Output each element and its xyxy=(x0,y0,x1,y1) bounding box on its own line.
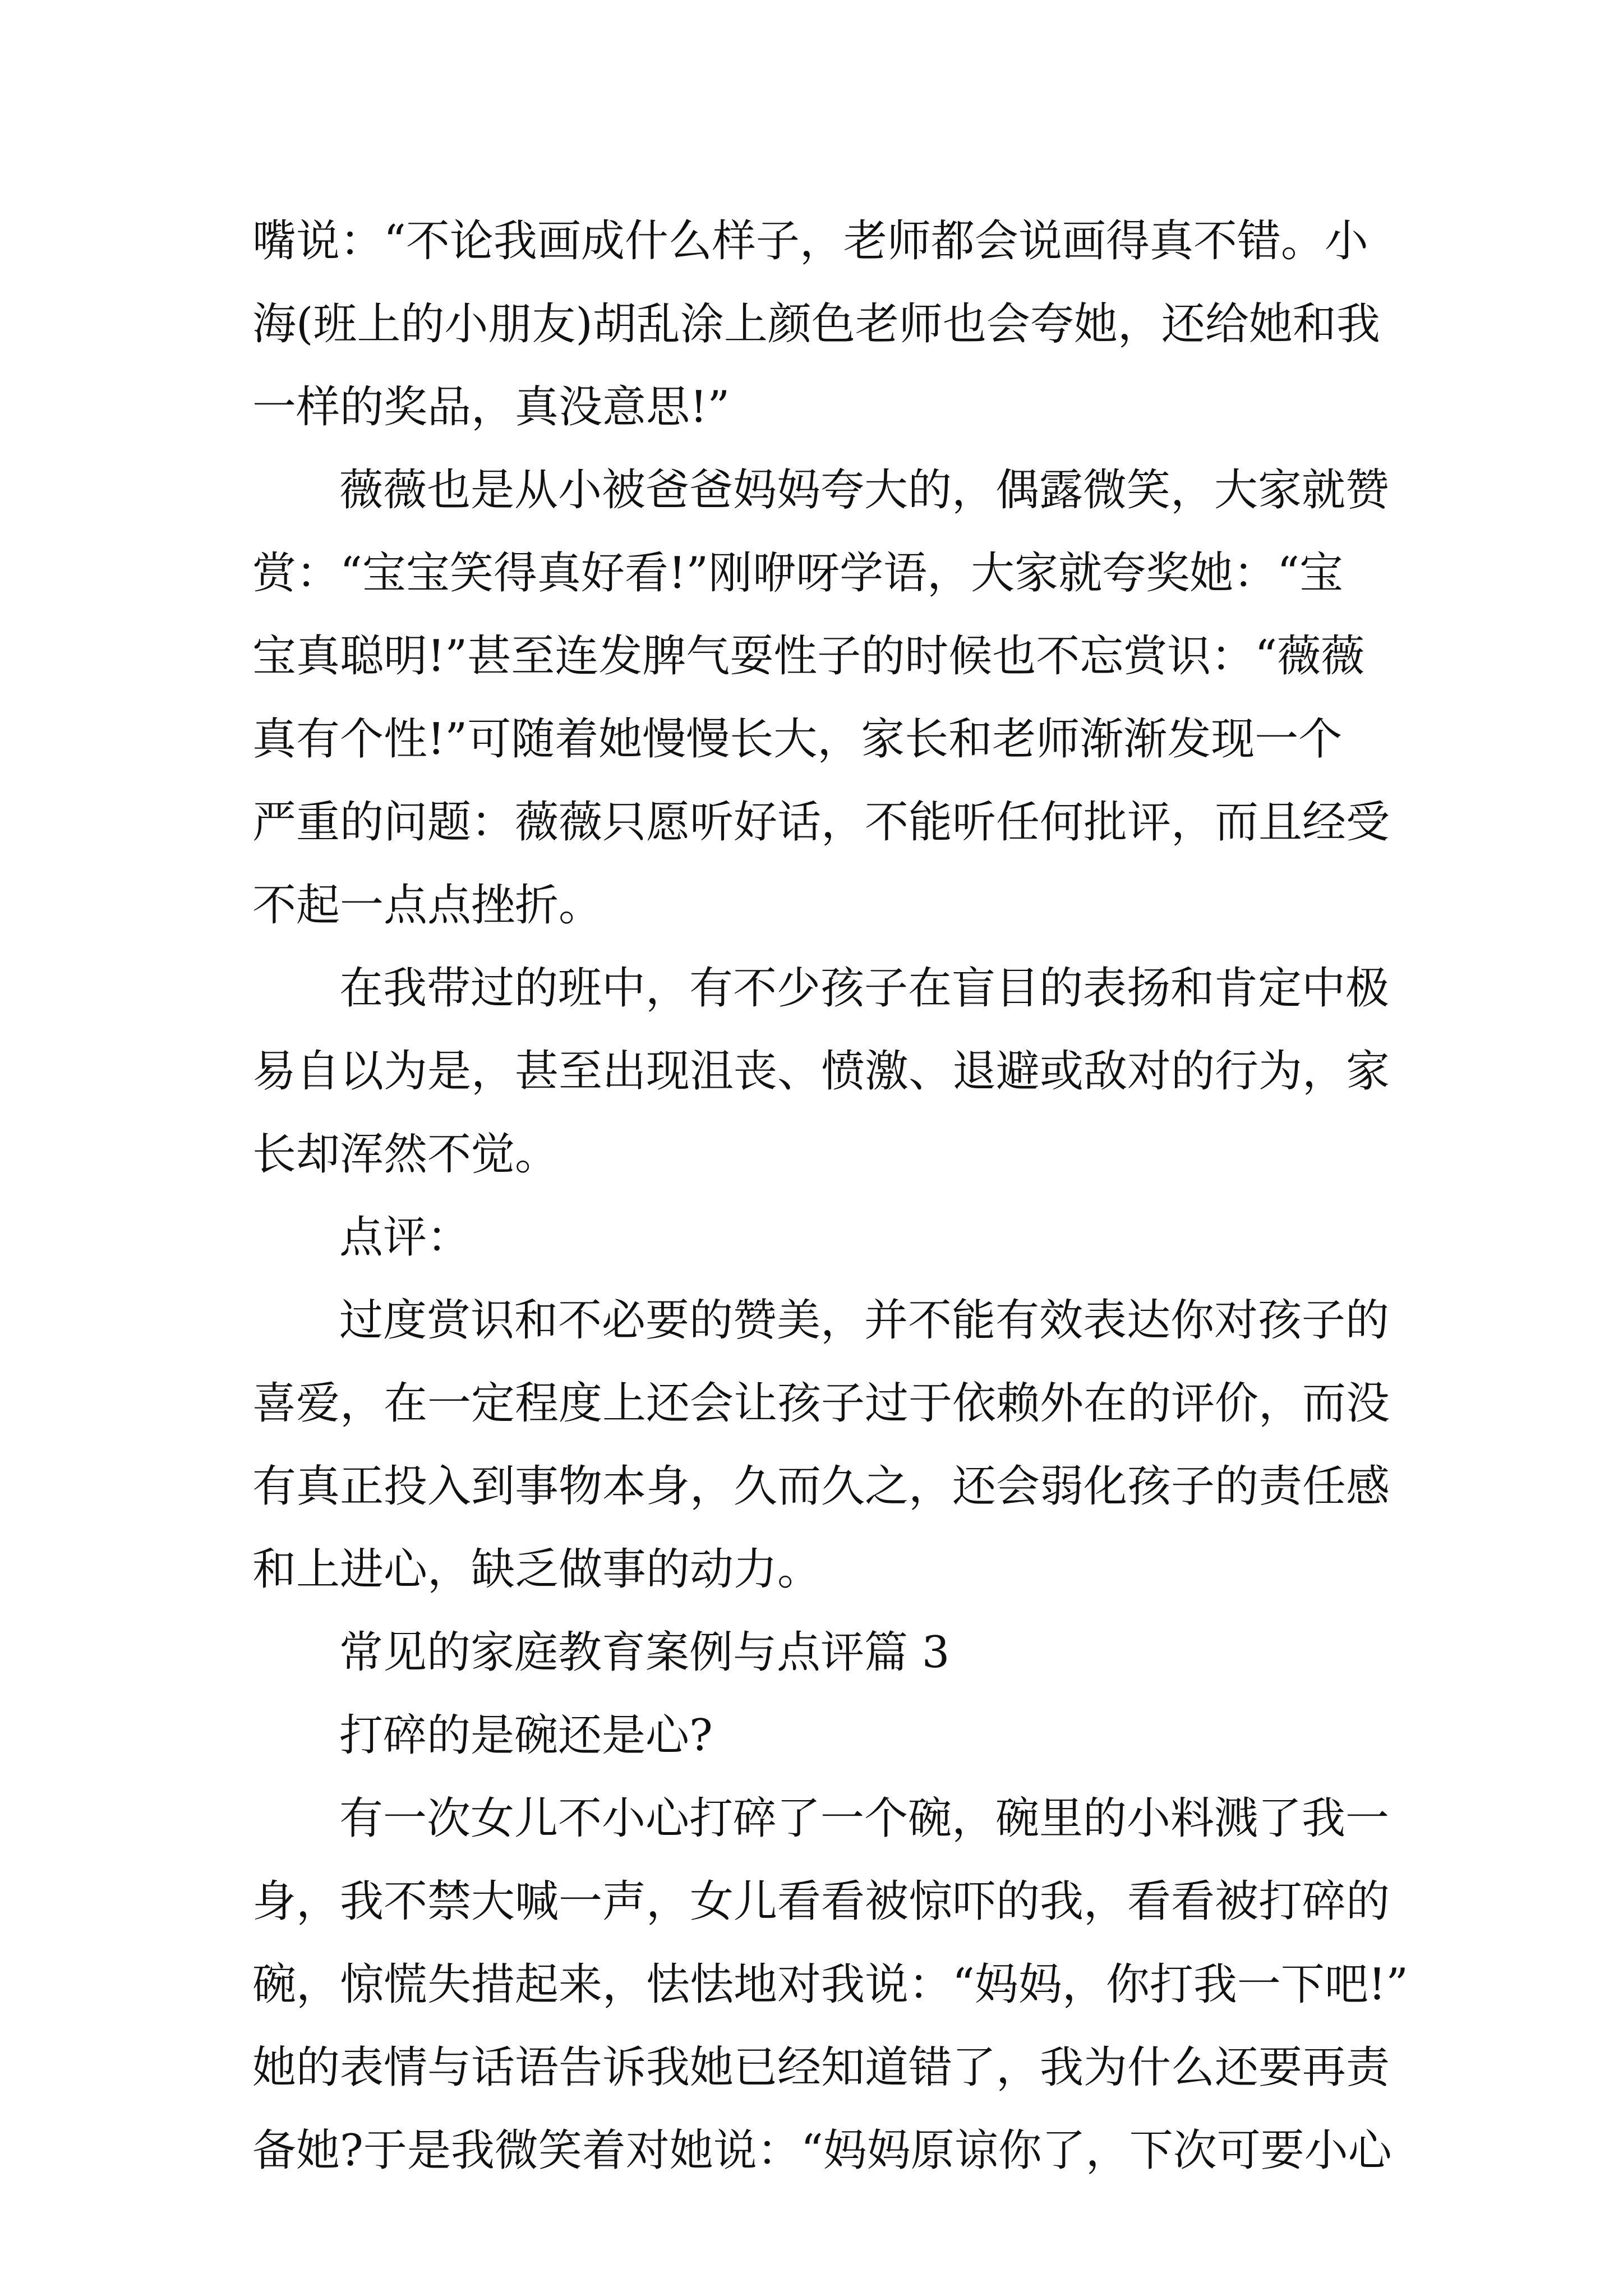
text-line: 有真正投入到事物本身，久而久之，还会弱化孩子的责任感 xyxy=(252,1461,1390,1512)
text-line: 长却浑然不觉。 xyxy=(252,1129,559,1180)
text-line: 点评： xyxy=(339,1212,471,1263)
text-line: 身，我不禁大喊一声，女儿看看被惊吓的我，看看被打碎的 xyxy=(252,1876,1390,1927)
section-subheading: 打碎的是碗还是心? xyxy=(339,1710,713,1761)
text-line: 和上进心，缺乏做事的动力。 xyxy=(252,1544,822,1595)
text-line: 赏：“宝宝笑得真好看!”刚咿呀学语，大家就夸奖她：“宝 xyxy=(252,548,1343,599)
text-line: 严重的问题：薇薇只愿听好话，不能听任何批评，而且经受 xyxy=(252,797,1390,848)
text-line: 碗，惊慌失措起来，怯怯地对我说：“妈妈，你打我一下吧!” xyxy=(252,1959,1409,2010)
text-line: 不起一点点挫折。 xyxy=(252,880,603,931)
text-line: 易自以为是，甚至出现沮丧、愤激、退避或敌对的行为，家 xyxy=(252,1046,1390,1097)
text-line: 宝真聪明!”甚至连发脾气耍性子的时候也不忘赏识：“薇薇 xyxy=(252,631,1365,682)
text-line: 薇薇也是从小被爸爸妈妈夸大的，偶露微笑，大家就赞 xyxy=(339,465,1390,516)
text-line: 她的表情与话语告诉我她已经知道错了，我为什么还要再责 xyxy=(252,2042,1390,2093)
text-line: 一样的奖品，真没意思!” xyxy=(252,382,730,432)
text-line: 喜爱，在一定程度上还会让孩子过于依赖外在的评价，而没 xyxy=(252,1378,1390,1429)
text-line: 在我带过的班中，有不少孩子在盲目的表扬和肯定中极 xyxy=(339,963,1390,1014)
text-line: 过度赏识和不必要的赞美，并不能有效表达你对孩子的 xyxy=(339,1295,1390,1346)
text-line: 嘴说：“不论我画成什么样子，老师都会说画得真不错。小 xyxy=(252,216,1368,266)
text-line: 有一次女儿不小心打碎了一个碗，碗里的小料溅了我一 xyxy=(339,1793,1390,1844)
text-line: 海(班上的小朋友)胡乱涂上颜色老师也会夸她，还给她和我 xyxy=(252,299,1380,349)
section-heading: 常见的家庭教育案例与点评篇 3 xyxy=(339,1627,950,1678)
text-line: 真有个性!”可随着她慢慢长大，家长和老师渐渐发现一个 xyxy=(252,714,1343,765)
text-line: 备她?于是我微笑着对她说：“妈妈原谅你了，下次可要小心 xyxy=(252,2125,1392,2176)
